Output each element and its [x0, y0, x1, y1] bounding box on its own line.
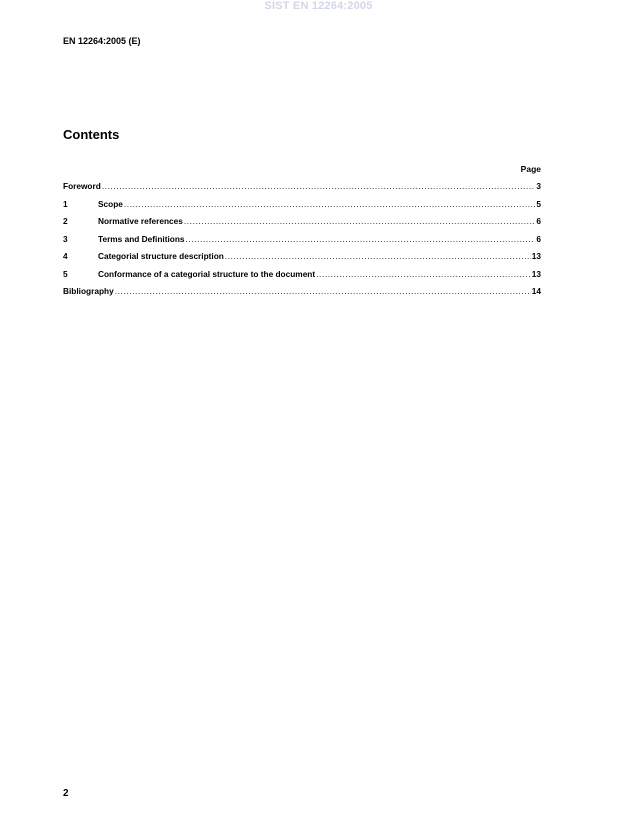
toc-entry-title: Terms and Definitions — [98, 233, 185, 244]
toc-entry-foreword[interactable] — [63, 181, 541, 199]
toc-leader-dots — [102, 181, 536, 191]
toc-entry-page: 14 — [531, 286, 541, 296]
toc-leader-dots — [316, 269, 531, 279]
toc-entry-number: 4 — [63, 251, 68, 261]
toc-entry-number: 5 — [63, 268, 68, 279]
toc-entry-number: 2 — [63, 216, 68, 226]
toc-entry-page: 6 — [536, 216, 541, 226]
document-header: EN 12264:2005 (E) — [63, 36, 141, 46]
toc-entry-title: Categorial structure description — [98, 251, 224, 261]
page-number: 2 — [63, 788, 69, 799]
watermark: SIST EN 12264:2005 — [264, 0, 373, 12]
toc-entry-title: Normative references — [98, 216, 183, 226]
toc-entry-title: Scope — [98, 198, 123, 209]
toc-entry-scope[interactable] — [63, 199, 541, 217]
toc-entry-number: 3 — [63, 233, 68, 244]
toc-entry-page: 3 — [536, 181, 541, 191]
toc-entry-page: 5 — [536, 198, 541, 209]
toc-leader-dots — [184, 216, 536, 226]
toc-entry-normative-references[interactable] — [63, 216, 541, 234]
toc-entry-title: Foreword — [63, 181, 101, 191]
toc-entry-number: 1 — [63, 198, 68, 209]
toc-entry-title: Conformance of a categorial structure to the document — [98, 268, 316, 279]
toc-entry-title: Bibliography — [63, 286, 114, 296]
toc-leader-dots — [115, 286, 531, 296]
contents-heading: Contents — [63, 127, 120, 142]
toc-entry-terms-and-definitions[interactable] — [63, 234, 541, 252]
toc-leader-dots — [124, 199, 535, 209]
table-of-contents — [63, 181, 541, 304]
toc-entry-page: 13 — [531, 268, 541, 279]
toc-leader-dots — [186, 234, 536, 244]
page-column-label: Page — [520, 164, 541, 174]
toc-entry-conformance[interactable] — [63, 269, 541, 287]
toc-entry-page: 13 — [531, 251, 541, 261]
toc-entry-page: 6 — [536, 233, 541, 244]
toc-entry-bibliography[interactable] — [63, 286, 541, 304]
toc-leader-dots — [225, 251, 531, 261]
toc-entry-categorial-structure-description[interactable] — [63, 251, 541, 269]
